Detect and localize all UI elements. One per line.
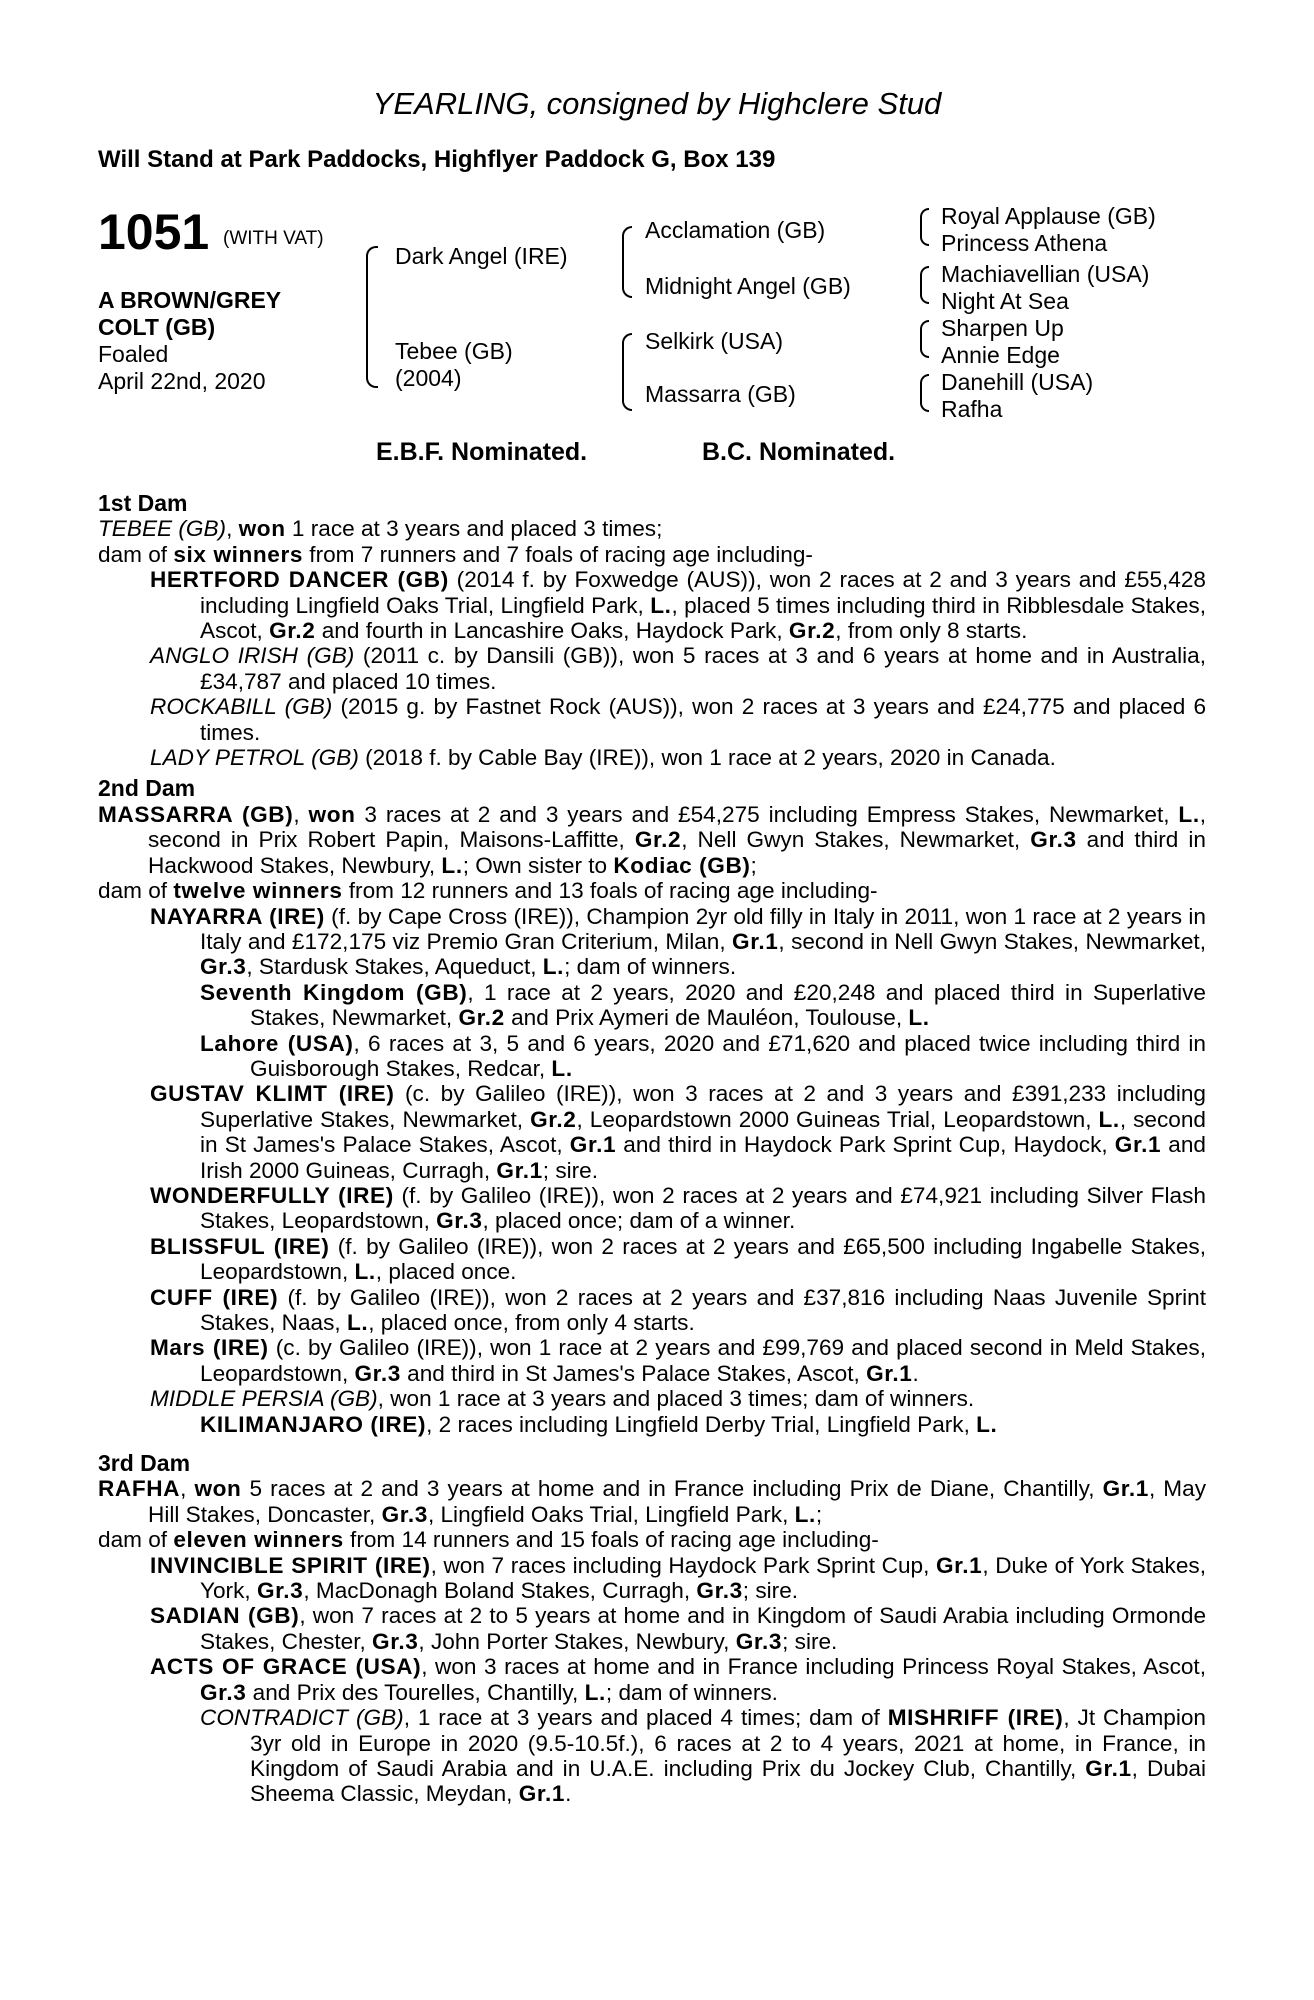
offspring-sadian: SADIAN (GB), won 7 races at 2 to 5 years at home and in Kingdom of Saudi Arabia including Ormonde Stakes, Chester, Gr.3, John Porter Stakes, Newbury, Gr.3; sire. [150,1603,1207,1654]
offspring-middle-persia: MIDDLE PERSIA (GB), won 1 race at 3 years and placed 3 times; dam of winners. [150,1386,975,1412]
dam-dam: Massarra (GB) [645,381,796,407]
first-dam-produce: dam of six winners from 7 runners and 7 foals of racing age including- [98,541,813,567]
dam-dam-dam: Rafha [941,396,1003,422]
offspring-lahore: Lahore (USA), 6 races at 3, 5 and 6 years, 2020 and £71,620 and placed twice including third in Guisborough Stakes, Redcar, L. [200,1030,1206,1081]
second-dam-summary: MASSARRA (GB), won 3 races at 2 and 3 years and £54,275 including Empress Stakes, Newmarket, L., second in Prix Robert Papin, Maisons-Laffitte, Gr.2, Nell Gwyn Stakes, Newmarket, Gr.3 and third in Hackwood Stakes, Newbury, L.; Own sister to Kodiac (GB); [98,801,1206,878]
offspring-cuff: CUFF (IRE) (f. by Galileo (IRE)), won 2 races at 2 years and £37,816 including Naas Juvenile Sprint Stakes, Naas, L., placed once, from only 4 starts. [150,1284,1206,1335]
ebf-nominated: E.B.F. Nominated. [376,438,588,466]
foaled-label: Foaled [98,341,169,367]
third-dam-heading: 3rd Dam [98,1450,191,1477]
first-dam-summary: TEBEE (GB), won 1 race at 3 years and placed 3 times; [98,516,663,542]
sire-sire-dam: Princess Athena [941,230,1108,256]
sire-dam: Midnight Angel (GB) [645,273,851,299]
offspring-blissful: BLISSFUL (IRE) (f. by Galileo (IRE)), won 2 races at 2 years and £65,500 including Ingabelle Stakes, Leopardstown, L., placed once. [150,1233,1206,1285]
offspring-mars: Mars (IRE) (c. by Galileo (IRE)), won 1 race at 2 years and £99,769 and placed second in Meld Stakes, Leopardstown, Gr.3 and third in St James's Palace Stakes, Ascot, Gr.1. [150,1335,1207,1386]
third-dam-produce: dam of eleven winners from 14 runners and 15 foals of racing age including- [98,1527,879,1553]
pedigree-brace-sire [622,226,632,298]
page-title: YEARLING, consigned by Highclere Stud [372,86,942,121]
horse-description-1: A BROWN/GREY [98,287,282,313]
dam-dam-sire: Danehill (USA) [941,369,1094,395]
dam-sire-dam: Annie Edge [941,342,1060,368]
horse-description-2: COLT (GB) [98,314,216,340]
pedigree-brace-main [366,246,378,388]
offspring-lady-petrol: LADY PETROL (GB) (2018 f. by Cable Bay (IRE)), won 1 race at 2 years, 2020 in Canada. [150,745,1056,771]
offspring-contradict: CONTRADICT (GB), 1 race at 3 years and placed 4 times; dam of MISHRIFF (IRE), Jt Champion 3yr old in Europe in 2020 (9.5-10.5f.), 6 races at 2 to 4 years, 2021 at home, in France, in Kingdom of Saudi Arabia and in U.A.E. including Prix du Jockey Club, Chantilly, Gr.1, Dubai Sheema Classic, Meydan, Gr.1. [200,1705,1206,1807]
pedigree-notes [98,485,1206,1807]
stand-location: Will Stand at Park Paddocks, Highflyer Paddock G, Box 139 [98,146,776,173]
dam: Tebee (GB) [395,338,513,364]
offspring-anglo-irish: ANGLO IRISH (GB) (2011 c. by Dansili (GB)), won 5 races at 3 and 6 years at home and in Australia, £34,787 and placed 10 times. [150,643,1207,694]
vat-note: (WITH VAT) [223,228,324,249]
dam-sire: Selkirk (USA) [645,328,784,354]
sire-sire: Acclamation (GB) [645,217,826,243]
offspring-hertford-dancer: HERTFORD DANCER (GB) (2014 f. by Foxwedge (AUS)), won 2 races at 2 and 3 years and £55,428 including Lingfield Oaks Trial, Lingfield Park, L., placed 5 times including third in Ribblesdale Stakes, Ascot, Gr.2 and fourth in Lancashire Oaks, Haydock Park, Gr.2, from only 8 starts. [150,567,1206,644]
offspring-gustav-klimt: GUSTAV KLIMT (IRE) (c. by Galileo (IRE)), won 3 races at 2 and 3 years and £391,233 including Superlative Stakes, Newmarket, Gr.2, Leopardstown 2000 Guineas Trial, Leopardstown, L., second in St James's Palace Stakes, Ascot, Gr.1 and third in Haydock Park Sprint Cup, Haydock, Gr.1 and Irish 2000 Guineas, Curragh, Gr.1; sire. [150,1081,1206,1183]
foaled-date: April 22nd, 2020 [98,368,266,394]
second-dam-heading: 2nd Dam [98,775,196,802]
sire-dam-sire: Machiavellian (USA) [941,261,1150,287]
pedigree-brace-dam [622,333,632,411]
sire-dam-dam: Night At Sea [941,288,1069,314]
offspring-wonderfully: WONDERFULLY (IRE) (f. by Galileo (IRE)), won 2 races at 2 years and £74,921 including Silver Flash Stakes, Leopardstown, Gr.3, placed once; dam of a winner. [150,1182,1206,1234]
offspring-kilimanjaro: KILIMANJARO (IRE), 2 races including Lingfield Derby Trial, Lingfield Park, L. [200,1411,998,1437]
first-dam-heading: 1st Dam [98,490,188,516]
pedigree-brace-ss [920,208,929,246]
third-dam-summary: RAFHA, won 5 races at 2 and 3 years at home and in France including Prix de Diane, Chantilly, Gr.1, May Hill Stakes, Doncaster, Gr.3, Lingfield Oaks Trial, Lingfield Park, L.; [98,1476,1206,1527]
dam-year: (2004) [395,365,462,391]
pedigree-brace-ds [920,320,929,358]
dam-sire-sire: Sharpen Up [941,315,1064,341]
offspring-nayarra: NAYARRA (IRE) (f. by Cape Cross (IRE)), Champion 2yr old filly in Italy in 2011, won 1 race at 2 years in Italy and £172,175 viz Premio Gran Criterium, Milan, Gr.1, second in Nell Gwyn Stakes, Newmarket, Gr.3, Stardusk Stakes, Aqueduct, L.; dam of winners. [150,903,1206,980]
second-dam-produce: dam of twelve winners from 12 runners and 13 foals of racing age including- [98,878,878,904]
pedigree-brace-sd [920,266,929,304]
offspring-invincible-spirit: INVINCIBLE SPIRIT (IRE), won 7 races including Haydock Park Sprint Cup, Gr.1, Duke of York Stakes, York, Gr.3, MacDonagh Boland Stakes, Curragh, Gr.3; sire. [150,1552,1206,1604]
lot-number: 1051 [98,204,210,260]
dam-name: TEBEE (GB) [98,516,227,542]
bc-nominated: B.C. Nominated. [702,438,896,466]
offspring-acts-of-grace: ACTS OF GRACE (USA), won 3 races at home and in France including Princess Royal Stakes, Ascot, Gr.3 and Prix des Tourelles, Chantilly, L.; dam of winners. [150,1654,1206,1705]
offspring-seventh-kingdom: Seventh Kingdom (GB), 1 race at 2 years, 2020 and £20,248 and placed third in Superlative Stakes, Newmarket, Gr.2 and Prix Aymeri de Mauléon, Toulouse, L. [200,979,1207,1031]
offspring-rockabill: ROCKABILL (GB) (2015 g. by Fastnet Rock (AUS)), won 2 races at 3 years and £24,775 and placed 6 times. [150,694,1207,745]
sire: Dark Angel (IRE) [395,243,568,269]
pedigree-brace-dd [920,374,929,412]
sire-sire-sire: Royal Applause (GB) [941,203,1156,229]
